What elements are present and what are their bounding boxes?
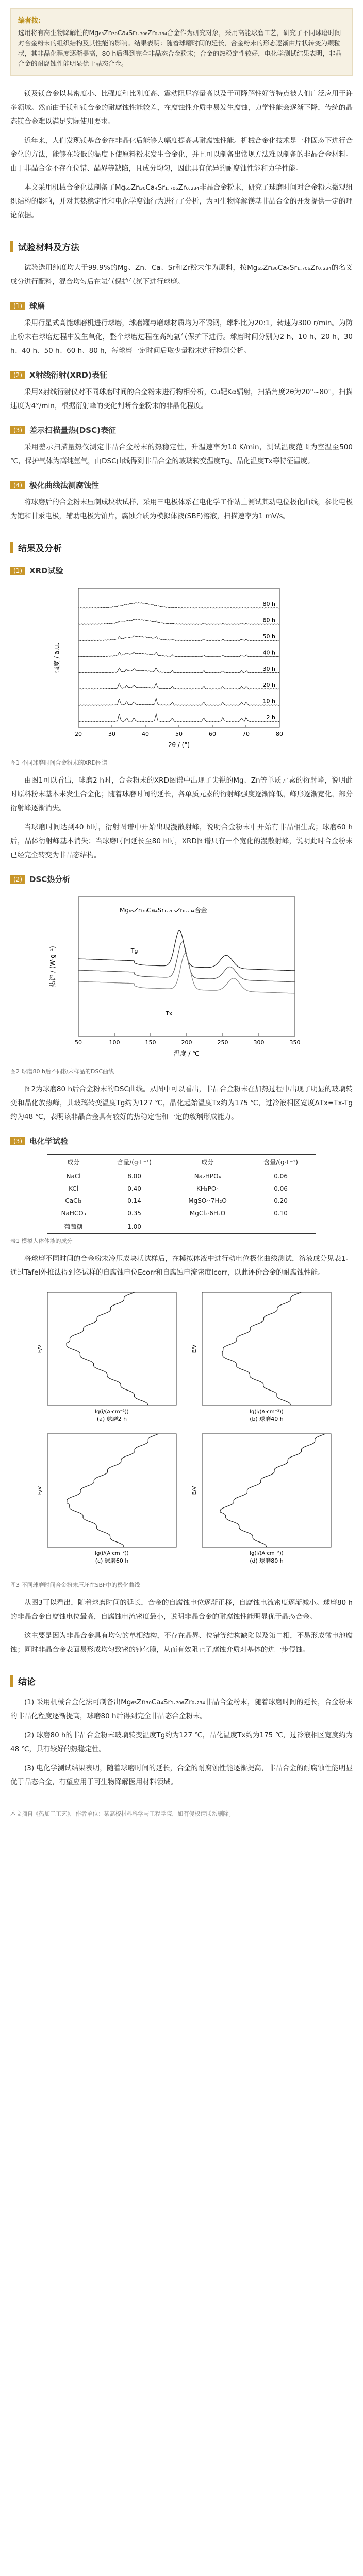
table-cell: MgSO₄·7H₂O	[188, 1197, 227, 1205]
polarization-ylabel: E/V	[37, 1344, 43, 1353]
xrd-tick-label: 30	[108, 731, 116, 737]
polarization-curve	[220, 1434, 325, 1547]
table-cell: Na₂HPO₄	[194, 1173, 221, 1180]
xrd-tick-label: 80	[276, 731, 283, 737]
table-cell: 0.06	[274, 1173, 288, 1180]
table-row	[47, 1170, 316, 1183]
xrd-chart	[47, 583, 316, 753]
table-cell: 8.00	[127, 1173, 141, 1180]
table-cell: 0.40	[127, 1185, 141, 1192]
table-cell: NaHCO₃	[61, 1210, 86, 1217]
section-heading-materials	[10, 240, 353, 253]
footnote: 本文摘自《热加工工艺》，作者单位：某高校材料科学与工程学院，如有侵权请联系删除。	[10, 1805, 353, 1819]
table-row	[47, 1219, 316, 1234]
xrd-series-line	[78, 603, 279, 608]
polarization-frame	[47, 1292, 176, 1405]
sub-title: XRD试验	[29, 566, 63, 575]
sub-number: (3)	[10, 1137, 25, 1145]
polarization-panel-label: (b) 球磨40 h	[250, 1416, 284, 1422]
section-heading-conclusion	[10, 1674, 353, 1687]
table-cell: CaCl₂	[65, 1197, 82, 1205]
xrd-method-paragraph: 采用X射线衍射仪对不同球磨时间的合金粉末进行物相分析，Cu靶Kα辐射，扫描角度2θ为20°~80°，扫描速度为4°/min，根据衍射峰的变化判断合金粉末的非晶化程度。	[10, 388, 353, 410]
xrd-series-line	[78, 683, 279, 689]
table-row	[47, 1207, 316, 1219]
polarization-curve	[222, 1292, 301, 1405]
dsc-figure	[10, 892, 353, 1064]
sbf-composition-table	[47, 1154, 316, 1234]
dsc-paragraph: 图2为球磨80 h后合金粉末的DSC曲线。从图中可以看出，非晶合金粉末在加热过程中出现了明显的玻璃转变和晶化放热峰，其玻璃转变温度Tg约为127 ℃，晶化起始温度Tx约为175 ℃，过冷液相区宽度ΔTx=Tx-Tg约为48 ℃，表明该非晶合金具有较好的热稳定性和一定的玻璃形成能力。	[10, 1085, 353, 1121]
sub-title: DSC热分析	[29, 875, 71, 884]
dsc-xlabel: 温度 / ℃	[174, 1050, 200, 1057]
table-header-row	[47, 1154, 316, 1170]
table-cell: 0.35	[127, 1210, 141, 1217]
subheading-polarization-method	[10, 480, 353, 490]
polarization-caption: 图3 不同球磨时间合金粉末压坯在SBF中的极化曲线	[10, 1582, 140, 1588]
dsc-plot-frame	[78, 897, 295, 1036]
xrd-series-label: 2 h	[266, 714, 275, 721]
dsc-tg-label: Tg	[130, 947, 138, 954]
polarization-xlabel: lg(i/(A·cm⁻²))	[95, 1551, 129, 1556]
polarization-charts	[27, 1287, 336, 1575]
sub-title: X射线衍射(XRD)表征	[29, 370, 107, 380]
polarization-ylabel: E/V	[192, 1486, 197, 1495]
section-bar-icon	[10, 542, 13, 553]
polarization-paragraph-2: 这主要是因为非晶合金具有均匀的单相结构，不存在晶界、位错等结构缺陷以及第二相，不易形成微电池腐蚀；同时非晶合金表面易形成均匀致密的钝化膜，从而有效阻止了腐蚀介质对基体的进一步侵蚀。	[10, 1632, 353, 1654]
sub-number: (1)	[10, 567, 25, 575]
xrd-series-label: 20 h	[262, 682, 275, 689]
table-header: 成分	[47, 1154, 100, 1170]
polarization-figure	[10, 1287, 353, 1578]
section-title-conclusion: 结论	[18, 1677, 36, 1687]
table-cell: MgCl₂·6H₂O	[189, 1210, 226, 1217]
intro-paragraph-2: 近年来，人们发现镁基合金在非晶化后能够大幅度提高其耐腐蚀性能。机械合金化技术是一种固态下进行合金化的方法，能够在较低的温度下使原料粉末发生合金化，并且可以制备出常规方法难以制备的非晶合金材料。由于非晶合金不存在位错、晶界等缺陷，且成分均匀，因此具有优异的耐腐蚀性能和力学性能。	[10, 137, 353, 173]
table-cell: KCl	[69, 1185, 79, 1192]
table-cell: KH₂PO₄	[196, 1185, 219, 1192]
xrd-figure	[10, 583, 353, 755]
editor-note-label: 编者按:	[18, 17, 41, 25]
dsc-tick-label: 150	[145, 1039, 156, 1046]
dsc-legend-text: Mg₆₅Zn₃₀Ca₄Sr₁.₇₀₆Zr₀.₂₃₄合金	[120, 907, 207, 914]
polarization-panel	[37, 1292, 176, 1422]
xrd-series-line	[78, 652, 279, 657]
polarization-frame	[47, 1434, 176, 1547]
sub-title: 球磨	[29, 301, 45, 311]
table-cell: 0.14	[127, 1197, 141, 1205]
xrd-series-line	[78, 636, 279, 641]
polarization-panel	[192, 1292, 331, 1422]
polarization-paragraph-1: 从图3可以看出，随着球磨时间的延长，合金的自腐蚀电位逐渐正移，自腐蚀电流密度逐渐减小。球磨80 h的非晶合金自腐蚀电位最高，自腐蚀电流密度最小，说明非晶合金的耐腐蚀性能明显优于晶态合金。	[10, 1599, 353, 1621]
xrd-paragraph-1: 由图1可以看出，球磨2 h时，合金粉末的XRD图谱中出现了尖锐的Mg、Zn等单质元素的衍射峰，说明此时原料粉末基本未发生合金化；随着球磨时间的延长，各单质元素的衍射峰强度逐渐降低，峰形逐渐宽化，部分衍射峰逐渐消失。	[10, 776, 353, 812]
intro-paragraph-3: 本文采用机械合金化法制备了Mg₆₅Zn₃₀Ca₄Sr₁.₇₀₆Zr₀.₂₃₄非晶合金粉末，研究了球磨时间对合金粉末微观组织结构的影响，并对其热稳定性和电化学腐蚀行为进行了分析，为可生物降解镁基非晶合金的开发提供一定的理论依据。	[10, 183, 353, 219]
dsc-curve	[78, 942, 295, 982]
polarization-xlabel: lg(i/(A·cm⁻²))	[250, 1409, 284, 1415]
table-cell	[169, 1219, 246, 1234]
editor-note-box	[10, 8, 353, 76]
xrd-series-label: 50 h	[262, 633, 275, 640]
sub-title: 极化曲线法测腐蚀性	[29, 481, 100, 490]
section-bar-icon	[10, 241, 13, 252]
xrd-caption: 图1 不同球磨时间合金粉末的XRD图谱	[10, 759, 108, 766]
xrd-series-label: 80 h	[262, 601, 275, 608]
conclusion-item-3: (3) 电化学测试结果表明，随着球磨时间的延长，合金的耐腐蚀性能逐渐提高，非晶合金的耐腐蚀性能明显优于晶态合金，有望应用于可生物降解医用材料领域。	[10, 1764, 353, 1786]
conclusion-item-2: (2) 球磨80 h的非晶合金粉末玻璃转变温度Tg约为127 ℃，晶化温度Tx约为175 ℃，过冷液相区宽度约为48 ℃，具有较好的热稳定性。	[10, 1731, 353, 1753]
electrochem-paragraph: 将球磨不同时间的合金粉末冷压成块状试样后，在模拟体液中进行动电位极化曲线测试，溶液成分见表1。通过Tafel外推法得到各试样的自腐蚀电位Ecorr和自腐蚀电流密度Icorr，以此评价合金的耐腐蚀性能。	[10, 1255, 353, 1277]
polarization-xlabel: lg(i/(A·cm⁻²))	[95, 1409, 129, 1415]
dsc-tick-label: 200	[181, 1039, 192, 1046]
xrd-series-label: 10 h	[262, 698, 275, 705]
sub-number: (4)	[10, 481, 25, 489]
polarization-panel	[37, 1434, 176, 1564]
subheading-ball-milling	[10, 300, 353, 311]
editor-note-text: 选用将有高生物降解性的Mg₆₅Zn₃₀Ca₄Sr₁.₇₀₆Zr₀.₂₃₄合金作为研究对象，采用高能球磨工艺，研究了不同球磨时间对合金粉末的组织结构及其性能的影响。结果表明：随着球磨时间的延长，合金粉末的形态逐渐由片状转变为颗粒状，其非晶化程度逐渐提高，80 h后得到完全非晶态合金粉末；合金的热稳定性较好，电化学测试结果表明，非晶合金的耐腐蚀性能明显优于晶态合金。	[18, 29, 342, 67]
dsc-chart	[42, 892, 321, 1062]
section-title-materials: 试验材料及方法	[18, 243, 79, 253]
dsc-curve	[78, 930, 295, 971]
xrd-series-line	[78, 665, 279, 673]
polarization-curve	[67, 1434, 159, 1547]
materials-paragraph: 试验选用纯度均大于99.9%的Mg、Zn、Ca、Sr和Zr粉末作为原料，按Mg₆₅Zn₃₀Ca₄Sr₁.₇₀₆Zr₀.₂₃₄的名义成分进行配料，混合均匀后在氩气保护气氛下进行球磨。	[10, 264, 353, 286]
polarization-frame	[202, 1292, 331, 1405]
sub-number: (1)	[10, 302, 25, 310]
table-header: 含量/(g·L⁻¹)	[246, 1154, 316, 1170]
article-page	[10, 0, 353, 1819]
dsc-tick-label: 350	[289, 1039, 301, 1046]
dsc-caption: 图2 球磨80 h后不同粉末样品的DSC曲线	[10, 1068, 114, 1075]
polarization-ylabel: E/V	[192, 1344, 197, 1353]
table-cell: 葡萄糖	[47, 1219, 100, 1234]
intro-paragraph-1: 镁及镁合金以其密度小、比强度和比刚度高、震动阻尼容量高以及于可降解性好等特点被人们广泛应用于许多领域。然而由于镁和镁合金的耐腐蚀性能较差，在腐蚀性介质中易发生腐蚀，力学性能会逐渐下降，传统的晶态镁合金难以满足实际使用要求。	[10, 90, 353, 126]
subheading-electrochem	[10, 1136, 353, 1146]
xrd-series-line	[78, 699, 279, 705]
xrd-paragraph-2: 当球磨时间达到40 h时，衍射图谱中开始出现漫散射峰，说明合金粉末中开始有非晶相生成；球磨60 h后，晶体衍射峰基本消失；当球磨时间延长至80 h时，XRD图谱只有一个宽化的漫散射峰，说明此时合金粉末已经完全转变为非晶态结构。	[10, 823, 353, 859]
polarization-panel-label: (a) 球磨2 h	[96, 1416, 127, 1422]
polarization-panel	[192, 1434, 331, 1564]
dsc-curve	[78, 953, 295, 993]
xrd-series-line	[78, 714, 279, 722]
sub-title: 电化学试验	[29, 1137, 69, 1146]
polarization-curve	[67, 1292, 148, 1405]
conclusion-item-1: (1) 采用机械合金化法可制备出Mg₆₅Zn₃₀Ca₄Sr₁.₇₀₆Zr₀.₂₃₄非晶合金粉末，随着球磨时间的延长，合金粉末的非晶化程度逐渐提高，球磨80 h后得到完全非晶态合金粉末。	[10, 1698, 353, 1720]
table-cell: NaCl	[66, 1173, 81, 1180]
ball-milling-paragraph: 采用行星式高能球磨机进行球磨，球磨罐与磨球材质均为不锈钢，球料比为20:1，转速为300 r/min。为防止粉末在球磨过程中发生氧化，整个球磨过程在高纯氩气保护下进行。球磨时间分别为2 h、10 h、20 h、30 h、40 h、50 h、60 h、80 h，每球磨一定时间后取少量粉末进行检测分析。	[10, 319, 353, 355]
subheading-xrd-method	[10, 369, 353, 380]
dsc-tick-label: 100	[109, 1039, 120, 1046]
xrd-tick-label: 20	[75, 731, 82, 737]
table-cell: 1.00	[100, 1219, 169, 1234]
xrd-tick-label: 40	[142, 731, 149, 737]
dsc-ylabel: 热流 / (W·g⁻¹)	[49, 946, 56, 987]
sub-title: 差示扫描量热(DSC)表征	[29, 426, 116, 435]
dsc-method-paragraph: 采用差示扫描量热仪测定非晶合金粉末的热稳定性，升温速率为10 K/min，测试温度范围为室温至500 ℃，保护气体为高纯氩气，由DSC曲线得到非晶合金的玻璃转变温度Tg、晶化温度Tx等特征温度。	[10, 443, 353, 465]
xrd-series-label: 30 h	[262, 665, 275, 672]
dsc-tick-label: 300	[253, 1039, 265, 1046]
xrd-series-line	[78, 619, 279, 624]
subheading-dsc-method	[10, 425, 353, 435]
table-row	[47, 1195, 316, 1207]
xrd-tick-label: 70	[242, 731, 250, 737]
subheading-dsc-analysis	[10, 874, 353, 885]
sbf-table-wrap	[47, 1154, 316, 1234]
polarization-method-paragraph: 将球磨后的合金粉末压制成块状试样，采用三电极体系在电化学工作站上测试其动电位极化曲线，参比电极为饱和甘汞电极，辅助电极为铂片，腐蚀介质为模拟体液(SBF)溶液，扫描速率为1 mV/s。	[10, 498, 353, 520]
xrd-tick-label: 60	[209, 731, 216, 737]
table-cell: 0.06	[274, 1185, 288, 1192]
xrd-tick-label: 50	[175, 731, 183, 737]
table-cell: 0.20	[274, 1197, 288, 1205]
polarization-panel-label: (d) 球磨80 h	[250, 1557, 284, 1564]
xrd-xlabel: 2θ / (°)	[168, 741, 190, 749]
polarization-panel-label: (c) 球磨60 h	[95, 1557, 129, 1564]
sub-number: (3)	[10, 426, 25, 434]
table-cell: 0.10	[274, 1210, 288, 1217]
subheading-xrd-test	[10, 565, 353, 576]
section-heading-results	[10, 541, 353, 554]
xrd-series-label: 60 h	[262, 617, 275, 624]
table-row	[47, 1182, 316, 1195]
xrd-ylabel: 强度 / a.u.	[53, 642, 60, 673]
table-cell	[246, 1219, 316, 1234]
polarization-frame	[202, 1434, 331, 1547]
polarization-xlabel: lg(i/(A·cm⁻²))	[250, 1551, 284, 1556]
dsc-tick-label: 250	[217, 1039, 228, 1046]
table-header: 含量/(g·L⁻¹)	[100, 1154, 169, 1170]
xrd-plot-frame	[78, 588, 279, 727]
section-bar-icon	[10, 1675, 13, 1687]
section-title-results: 结果及分析	[18, 544, 62, 554]
table-header: 成分	[169, 1154, 246, 1170]
dsc-tx-label: Tx	[166, 1010, 173, 1017]
polarization-ylabel: E/V	[37, 1486, 43, 1495]
sub-number: (2)	[10, 875, 25, 884]
xrd-series-label: 40 h	[262, 649, 275, 656]
table-caption: 表1 模拟人体体液的成分	[10, 1238, 73, 1244]
dsc-tick-label: 50	[75, 1039, 82, 1046]
sub-number: (2)	[10, 371, 25, 379]
